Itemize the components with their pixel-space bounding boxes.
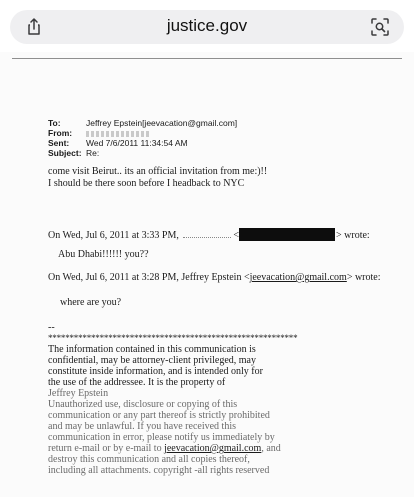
visual-lookup-icon[interactable] <box>370 17 390 37</box>
body-line: I should be there soon before I headback to NYC <box>48 178 245 189</box>
quote-suffix: > wrote: <box>346 272 381 283</box>
address-bar[interactable] <box>10 10 404 44</box>
quote-attribution: On Wed, Jul 6, 2011 at 3:33 PM, < > wrote: <box>48 230 370 241</box>
disclaimer-line: including all attachments. copyright -all rights reserved <box>48 465 270 476</box>
disclaimer-line: Unauthorized use, disclosure or copying of this <box>48 399 238 410</box>
disclaimer-line: Jeffrey Epstein <box>48 388 109 399</box>
header-value <box>86 128 150 138</box>
email-link[interactable]: jeevacation@gmail.com <box>249 272 347 283</box>
header-value: Jeffrey Epstein[jeevacation@gmail.com] <box>86 118 238 128</box>
email-link[interactable]: jeevacation@gmail.com <box>164 443 262 454</box>
disclaimer-line: and may be unlawful. If you have received this <box>48 421 236 432</box>
redaction <box>183 231 231 238</box>
asterisk-line: ********************************************************** <box>48 333 298 343</box>
quote-text: Abu Dhabi!!!!!! you?? <box>58 249 149 260</box>
disclaimer-line: the use of the addressee. It is the property of <box>48 377 226 388</box>
header-label: From: <box>48 128 73 138</box>
header-label: Subject: <box>48 148 82 158</box>
disclaimer-line: The information contained in this communication is <box>48 344 256 355</box>
top-divider <box>12 58 402 59</box>
redaction-bar <box>239 228 335 241</box>
quote-prefix: On Wed, Jul 6, 2011 at 3:28 PM, Jeffrey Epstein < <box>48 272 250 283</box>
disclaimer-text: return e-mail or by e-mail to <box>48 443 165 454</box>
disclaimer-line: constitute inside information, and is intended only for <box>48 366 263 377</box>
quote-attribution <box>48 272 381 284</box>
redaction <box>86 131 150 137</box>
quote-text: where are you? <box>60 297 122 308</box>
header-value: Wed 7/6/2011 11:34:54 AM <box>86 138 188 148</box>
quote-suffix: > wrote: <box>336 230 370 241</box>
url-text[interactable]: justice.gov <box>166 16 248 35</box>
header-value: Re: <box>86 148 100 158</box>
signature-dashes: -- <box>48 322 55 333</box>
document-page <box>0 52 414 497</box>
header-label: Sent: <box>48 138 70 148</box>
disclaimer-line: communication or any part thereof is strictly prohibited <box>48 410 270 421</box>
disclaimer-text: , and <box>261 443 281 454</box>
browser-toolbar <box>0 0 414 52</box>
body-line: come visit Beirut.. its an official invitation from me:)!! <box>48 166 268 177</box>
quote-prefix: On Wed, Jul 6, 2011 at 3:33 PM, <box>48 230 179 241</box>
header-label: To: <box>48 118 61 128</box>
disclaimer-line: destroy this communication and all copies thereof, <box>48 454 250 465</box>
disclaimer-line: confidential, may be attorney-client privileged, may <box>48 355 256 366</box>
disclaimer-line: communication in error, please notify us immediately by <box>48 432 275 443</box>
